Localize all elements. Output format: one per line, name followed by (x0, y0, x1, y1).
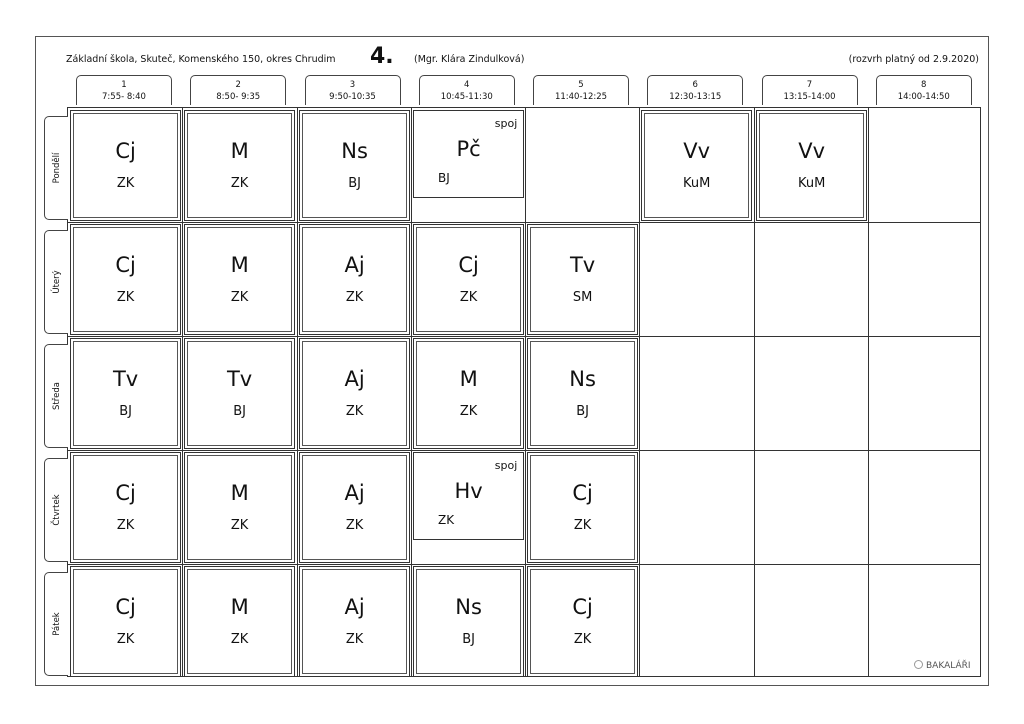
lesson-subject: M (459, 367, 478, 391)
lesson-teacher: ZK (116, 632, 135, 647)
lesson-card[interactable] (184, 452, 295, 563)
lesson-teacher: BJ (119, 404, 132, 419)
lesson-subject: Aj (344, 595, 365, 619)
lesson-subject: Aj (344, 481, 365, 505)
lesson-subject: M (230, 481, 249, 505)
day-label: Středa (51, 382, 62, 410)
period-number: 2 (235, 80, 241, 90)
lesson-card[interactable] (299, 338, 410, 449)
day-tab-5 (44, 572, 68, 676)
lesson-teacher: ZK (345, 632, 364, 647)
lesson-teacher: BJ (438, 171, 450, 185)
period-header-6 (647, 75, 743, 105)
grid-row-line (68, 564, 980, 565)
lesson-note: spoj (494, 459, 518, 472)
day-label: Úterý (51, 270, 62, 294)
lesson-teacher: BJ (233, 404, 246, 419)
class-teacher: (Mgr. Klára Zindulková) (414, 54, 525, 65)
period-number: 1 (121, 80, 127, 90)
grid-column-line (754, 108, 755, 676)
period-time: 13:15-14:00 (783, 92, 836, 102)
lesson-card[interactable] (299, 566, 410, 677)
grid-row-line (68, 450, 980, 451)
lesson-card[interactable] (70, 452, 181, 563)
lesson-subject: Cj (572, 595, 593, 619)
period-time: 8:50- 9:35 (216, 92, 261, 102)
bakalari-logo-icon (914, 660, 923, 669)
grid-column-line (182, 108, 183, 676)
lesson-teacher: KuM (797, 176, 826, 191)
grid-row-line (68, 222, 980, 223)
lesson-teacher: ZK (116, 290, 135, 305)
day-tab-4 (44, 458, 68, 562)
lesson-subject: Cj (115, 139, 136, 163)
grid-column-line (868, 108, 869, 676)
lesson-subject: Cj (115, 481, 136, 505)
lesson-card[interactable] (184, 110, 295, 221)
lesson-teacher: BJ (576, 404, 589, 419)
lesson-card[interactable] (527, 452, 638, 563)
lesson-subject: Ns (341, 139, 368, 163)
period-number: 6 (692, 80, 698, 90)
lesson-subject: Tv (112, 367, 139, 391)
period-number: 3 (349, 80, 356, 90)
lesson-subject: Tv (226, 367, 253, 391)
lesson-card[interactable] (641, 110, 752, 221)
lesson-teacher: SM (572, 290, 593, 305)
lesson-card[interactable] (299, 110, 410, 221)
period-header-3 (305, 75, 401, 105)
grid-column-line (297, 108, 298, 676)
lesson-teacher: ZK (230, 290, 249, 305)
validity-date: (rozvrh platný od 2.9.2020) (848, 54, 979, 65)
period-time: 14:00-14:50 (897, 92, 950, 102)
lesson-card[interactable] (184, 224, 295, 335)
day-tab-2 (44, 230, 68, 334)
day-label: Čtvrtek (51, 494, 62, 526)
day-label: Pondělí (51, 152, 62, 184)
lesson-card[interactable] (184, 566, 295, 677)
period-header-8 (876, 75, 972, 105)
lesson-card[interactable] (413, 452, 524, 540)
day-tab-3 (44, 344, 68, 448)
lesson-card[interactable] (184, 338, 295, 449)
lesson-subject: Cj (458, 253, 479, 277)
lesson-card[interactable] (527, 338, 638, 449)
period-time: 10:45-11:30 (440, 92, 493, 102)
lesson-subject: Vv (683, 139, 711, 163)
grid-column-line (639, 108, 640, 676)
period-header-7 (762, 75, 858, 105)
period-header-2 (190, 75, 286, 105)
bakalari-logo (914, 660, 971, 671)
lesson-card[interactable] (527, 566, 638, 677)
lesson-subject: M (230, 139, 249, 163)
period-time: 11:40-12:25 (554, 92, 608, 102)
lesson-card[interactable] (70, 110, 181, 221)
lesson-card[interactable] (413, 224, 524, 335)
lesson-teacher: ZK (345, 518, 364, 533)
lesson-card[interactable] (70, 566, 181, 677)
lesson-teacher: ZK (438, 513, 455, 527)
lesson-subject: Ns (455, 595, 482, 619)
lesson-subject: Cj (572, 481, 593, 505)
day-tab-1 (44, 116, 68, 220)
lesson-subject: Vv (798, 139, 826, 163)
lesson-teacher: ZK (459, 404, 478, 419)
lesson-teacher: ZK (230, 176, 249, 191)
lesson-teacher: ZK (345, 404, 364, 419)
lesson-subject: Aj (344, 367, 365, 391)
lesson-teacher: ZK (116, 518, 135, 533)
lesson-subject: M (230, 595, 249, 619)
class-title: 4. (370, 44, 394, 69)
lesson-subject: Aj (344, 253, 365, 277)
period-time: 12:30-13:15 (669, 92, 722, 102)
lesson-subject: Cj (115, 595, 136, 619)
period-number: 5 (578, 80, 584, 90)
grid-row-line (68, 336, 980, 337)
lesson-subject: Ns (569, 367, 596, 391)
period-number: 8 (921, 80, 927, 90)
lesson-subject: Cj (115, 253, 136, 277)
lesson-teacher: BJ (348, 176, 361, 191)
period-time: 9:50-10:35 (329, 92, 376, 102)
period-header-4 (419, 75, 515, 105)
lesson-teacher: ZK (573, 632, 592, 647)
day-label: Pátek (51, 612, 62, 636)
lesson-card[interactable] (70, 224, 181, 335)
timetable-grid (67, 107, 981, 677)
lesson-card[interactable] (299, 224, 410, 335)
lesson-teacher: ZK (116, 176, 135, 191)
lesson-subject: Pč (456, 137, 481, 161)
grid-column-line (525, 108, 526, 676)
lesson-card[interactable] (70, 338, 181, 449)
period-header-5 (533, 75, 629, 105)
lesson-teacher: ZK (345, 290, 364, 305)
lesson-subject: M (230, 253, 249, 277)
lesson-card[interactable] (299, 452, 410, 563)
lesson-card[interactable] (413, 110, 524, 198)
lesson-note: spoj (494, 117, 518, 130)
lesson-card[interactable] (413, 566, 524, 677)
period-number: 7 (806, 80, 813, 90)
period-time: 7:55- 8:40 (102, 92, 146, 102)
bakalari-logo-text: BAKALÁŘI (926, 661, 971, 671)
lesson-teacher: ZK (230, 632, 249, 647)
lesson-teacher: BJ (462, 632, 475, 647)
lesson-teacher: ZK (459, 290, 478, 305)
lesson-teacher: ZK (573, 518, 592, 533)
lesson-card[interactable] (413, 338, 524, 449)
grid-column-line (411, 108, 412, 676)
lesson-teacher: ZK (230, 518, 249, 533)
period-header-1 (76, 75, 172, 105)
lesson-teacher: KuM (682, 176, 711, 191)
lesson-card[interactable] (527, 224, 638, 335)
period-number: 4 (464, 80, 470, 90)
lesson-card[interactable] (756, 110, 867, 221)
school-name: Základní škola, Skuteč, Komenského 150, okres Chrudim (66, 54, 336, 65)
lesson-subject: Hv (454, 479, 483, 503)
lesson-subject: Tv (569, 253, 596, 277)
